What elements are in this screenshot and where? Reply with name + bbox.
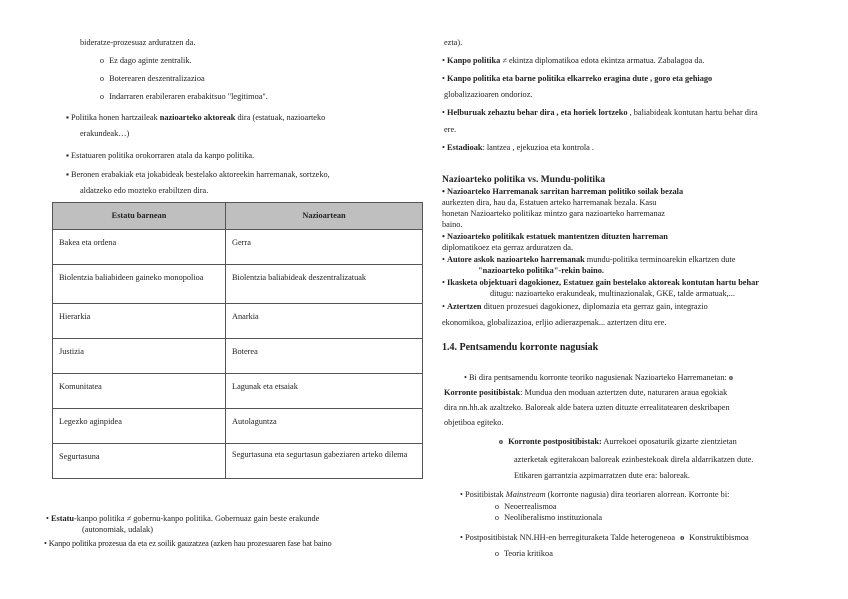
table-cell: Bakea eta ordena — [53, 230, 226, 265]
list-item-text: Aurrekoei oposaturik gizarte zientzietan — [601, 437, 737, 446]
list-item-text: , baliabideak kontutan hartu behar dira — [627, 108, 758, 117]
paragraph-line — [444, 388, 727, 398]
italic-term: Mainstream — [505, 490, 546, 499]
list-item — [97, 74, 205, 84]
list-item — [460, 533, 749, 543]
circle-bullet-icon: o — [728, 373, 734, 382]
list-item-text: Beronen erabakiak eta jokabideak bestelako aktoreekin harremanak, sortzeko, — [71, 170, 330, 179]
table-cell: Boterea — [226, 339, 423, 374]
section-heading: 1.4. Pentsamendu korronte nagusiak — [442, 342, 599, 353]
circle-bullet-icon: o — [494, 513, 500, 522]
table-row — [53, 444, 423, 479]
list-item — [464, 373, 733, 383]
paragraph-line: dira nn.hh.ak azaltzeko. Baloreak alde batera uzten dituzte errealitatearen deskribapen — [444, 403, 730, 412]
square-bullet-icon: ▪ — [66, 170, 69, 179]
list-item-text: Neoerrealismoa — [504, 502, 557, 511]
circle-bullet-icon: o — [494, 502, 500, 511]
list-item — [66, 113, 420, 123]
list-item — [97, 92, 268, 102]
list-item — [442, 255, 735, 265]
list-item-text: Neoliberalismo instituzionala — [504, 513, 603, 522]
list-item-text: dira (estatuak, nazioarteko — [235, 113, 326, 122]
table-header-cell: Nazioartean — [226, 203, 423, 230]
small-bullet-icon: • — [460, 533, 463, 542]
list-item-text: (korronte nagusia) dira teoriaren alorrean. Korronte bi: — [545, 490, 730, 499]
list-item — [492, 549, 553, 559]
list-item-text: Estatuaren politika orokorraren atala da kanpo politika. — [71, 151, 255, 160]
list-item — [442, 278, 759, 288]
list-item-text: Postpositibistak NN.HH-en berregituraketa Talde heterogeneoa — [464, 533, 676, 542]
paragraph-line: "nazioarteko politika"-rekin baino. — [478, 266, 604, 275]
list-item-text: Konstruktibismoa — [689, 533, 749, 542]
table-cell: Justizia — [53, 339, 226, 374]
small-bullet-icon: • — [442, 232, 445, 241]
list-item — [442, 187, 683, 197]
bold-term: Estatu — [50, 514, 75, 523]
list-item-text: Indarraren erabileraren erabakitsuo "legitimoa". — [109, 92, 268, 101]
circle-bullet-icon: o — [680, 533, 685, 542]
bold-term: Ikasketa objektuari dagokionez, — [446, 278, 562, 287]
paragraph-line: (autonomiak, udalak) — [82, 525, 153, 534]
paragraph-line: ere. — [444, 125, 457, 134]
list-item — [46, 514, 420, 524]
circle-bullet-icon: o — [99, 92, 105, 101]
list-item-text: ≠ ekintza diplomatikoa edota ekintza armatua. Zabalagoa da. — [500, 56, 705, 65]
list-item — [442, 56, 704, 66]
circle-bullet-icon: o — [99, 74, 105, 83]
table-row — [53, 304, 423, 339]
table-cell: Segurtasuna — [53, 444, 226, 479]
comparison-table — [52, 202, 423, 479]
table-row — [53, 230, 423, 265]
small-bullet-icon: • — [442, 143, 445, 152]
paragraph-line: Etikaren garrantzia azpimarratzen dute era: baloreak. — [514, 471, 690, 480]
table-cell: Anarkia — [226, 304, 423, 339]
circle-bullet-icon: o — [494, 549, 500, 558]
bold-term: Kanpo politika eta barne politika elkarreko eragina dute , goro eta gehiago — [446, 74, 713, 83]
table-cell: Lagunak eta etsaiak — [226, 374, 423, 409]
list-item — [442, 108, 758, 118]
paragraph-line: bideratze-prozesuaz arduratzen da. — [80, 38, 196, 47]
bold-term: Kanpo politika — [446, 56, 501, 65]
list-item — [44, 539, 332, 549]
list-item — [442, 143, 594, 153]
list-item-text: Nazioarteko politikak estatuek mantentzen dituzten harreman — [446, 232, 668, 241]
small-bullet-icon: • — [442, 302, 445, 311]
bold-term: Aztertzen — [446, 302, 482, 311]
small-bullet-icon: • — [442, 74, 445, 83]
paragraph-line: honetan Nazioarteko politikaz mintzo gara nazioarteko harremanaz — [442, 209, 665, 218]
small-bullet-icon: • — [44, 539, 47, 548]
circle-bullet-icon: o — [498, 437, 504, 446]
table-cell: Komunitatea — [53, 374, 226, 409]
list-item-text: : Mundua den moduan aztertzen dute, naturaren araua egokiak — [520, 388, 728, 397]
bold-term: Estadioak — [446, 143, 483, 152]
bold-term: nazioarteko aktoreak — [159, 113, 236, 122]
small-bullet-icon: • — [442, 187, 445, 196]
list-item-text: mundu-politika terminoarekin elkartzen dute — [584, 255, 736, 264]
list-item-text: : lantzea , ejekuzioa eta kontrola . — [482, 143, 594, 152]
list-item — [66, 170, 420, 180]
list-item — [492, 513, 602, 523]
bold-term: Autore askok nazioarteko harremanak — [446, 255, 585, 264]
table-row — [53, 265, 423, 304]
small-bullet-icon: • — [442, 278, 445, 287]
list-item — [66, 151, 254, 161]
square-bullet-icon: ▪ — [66, 113, 69, 122]
table-cell: Hierarkia — [53, 304, 226, 339]
bold-term: Korronte positibistak — [444, 388, 521, 397]
bold-term: Estatuez gain bestelako aktoreak kontutan hartu behar — [561, 278, 759, 287]
list-item-text: Politika honen hartzaileak — [71, 113, 160, 122]
section-heading: Nazioarteko politika vs. Mundu-politika — [442, 175, 606, 185]
paragraph-line: globalizazioaren ondorioz. — [444, 90, 533, 99]
list-item — [442, 302, 708, 312]
small-bullet-icon: • — [442, 56, 445, 65]
paragraph-line: ditugu: nazioarteko erakundeak, multinazionalak, GKE, talde armatuak,... — [490, 289, 735, 298]
list-item — [442, 74, 712, 84]
paragraph-line: aurkezten dira, hau da, Estatuen arteko harremanak bezala. Kasu — [442, 198, 657, 207]
paragraph-line: diplomatikoez eta gerraz arduratzen da. — [442, 243, 574, 252]
table-cell: Biolentzia baliabideak deszentralizatuak — [226, 265, 423, 304]
small-bullet-icon: • — [442, 108, 445, 117]
list-item-text: Positibistak — [464, 490, 506, 499]
paragraph-line: ezta). — [444, 38, 463, 47]
small-bullet-icon: • — [442, 255, 445, 264]
list-item — [460, 490, 729, 500]
table-row — [53, 374, 423, 409]
table-row — [53, 409, 423, 444]
paragraph-line: objetiboa egiteko. — [444, 418, 504, 427]
list-item — [442, 232, 668, 242]
table-cell: Legezko aginpidea — [53, 409, 226, 444]
paragraph-line: baino. — [442, 220, 463, 229]
table-cell: Segurtasuna eta segurtasun gabeziaren arteko dilema — [226, 444, 423, 479]
square-bullet-icon: ▪ — [66, 151, 69, 160]
table-header-row — [53, 203, 423, 230]
list-item-text: Teoria kritikoa — [503, 549, 553, 558]
small-bullet-icon: • — [46, 514, 49, 523]
table-row — [53, 339, 423, 374]
paragraph-line: azterketak egiterakoan baloreak ezinbestekoak direla aldarrikatzen dute. — [514, 455, 754, 464]
circle-bullet-icon: o — [99, 56, 105, 65]
list-item-text: Ez dago aginte zentralik. — [109, 56, 192, 65]
paragraph-line: aldatzeko edo mozteko erabiltzen dira. — [80, 186, 209, 195]
list-item-text: dituen prozesuei dagokionez, diplomazia eta gerraz gain, integrazio — [481, 302, 708, 311]
list-item — [496, 437, 737, 447]
table-cell: Autolaguntza — [226, 409, 423, 444]
small-bullet-icon: • — [460, 490, 463, 499]
table-cell: Gerra — [226, 230, 423, 265]
list-item-text: Boterearen deszentralizazioa — [109, 74, 205, 83]
list-item-text: Kanpo politika prozesua da eta ez soilik gauzatzea (azken hau prozesuaren fase bat baino — [48, 539, 332, 548]
list-item-text: -kanpo politika ≠ gobernu-kanpo politika. Gobernuaz gain beste erakunde — [74, 514, 320, 523]
table-header-cell: Estatu barnean — [53, 203, 226, 230]
table-cell: Biolentzia baliabideen gaineko monopolioa — [53, 265, 226, 304]
list-item-text: Nazioarteko Harremanak sarritan harreman politiko soilak bezala — [446, 187, 684, 196]
paragraph-line: erakundeak…) — [80, 129, 130, 138]
bold-term: Helburuak zehaztu behar dira , eta horiek lortzeko — [446, 108, 628, 117]
list-item-text: Bi dira pentsamendu korronte teoriko nagusienak Nazioarteko Harremanetan: — [468, 373, 727, 382]
bold-term: Korronte postpositibistak: — [508, 437, 602, 446]
list-item — [492, 502, 557, 512]
small-bullet-icon: • — [464, 373, 467, 382]
paragraph-line: ekonomikoa, globalizazioa, erljio adierazpenak... aztertzen ditu ere. — [442, 318, 667, 327]
list-item — [97, 56, 192, 66]
